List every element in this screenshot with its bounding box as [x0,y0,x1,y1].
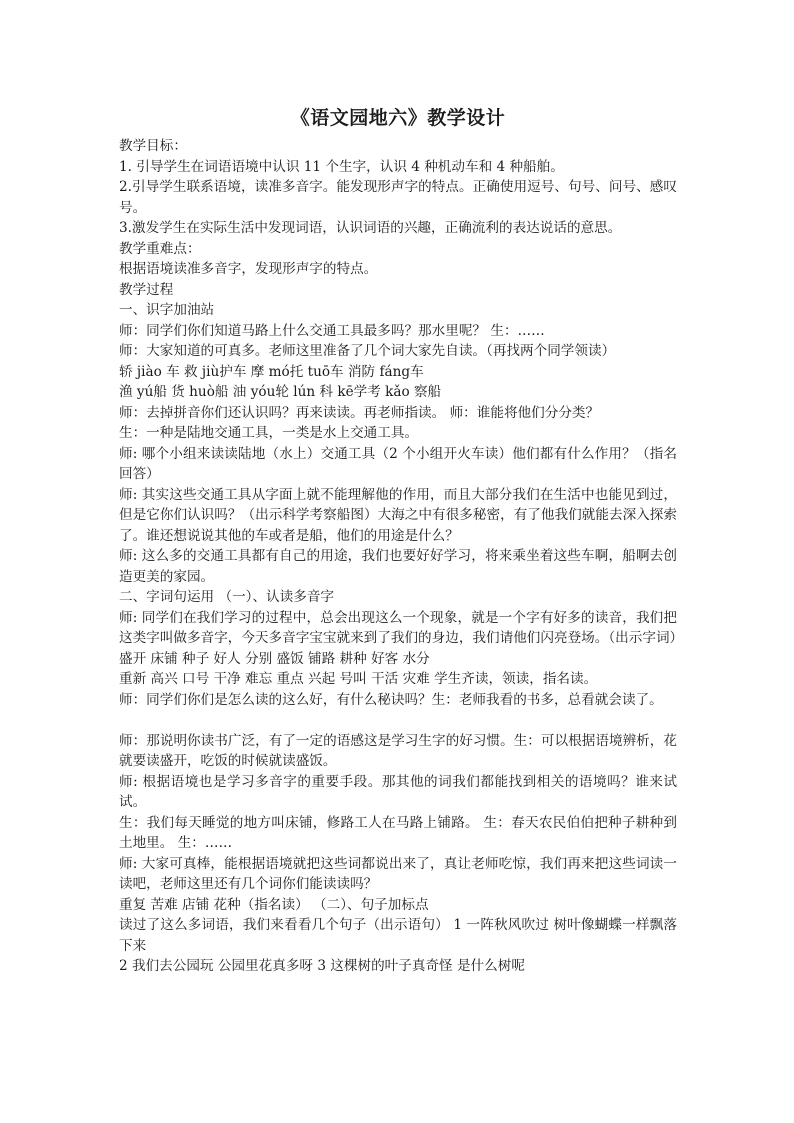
paragraph: 2 我们去公园玩 公园里花真多呀 3 这棵树的叶子真奇怪 是什么树呢 [119,958,525,974]
paragraph: 师：去掉拼音你们还认识吗？再来读读。再老师指读。 师：谁能将他们分分类？ [119,404,600,421]
paragraph: 师: 大家可真棒，能根据语境就把这些词都说出来了，真让老师吃惊，我们再来把这些词读一读吧，老师这里还有几个词你们能读读吗？ [119,855,677,892]
paragraph: 师: 其实这些交通工具从字面上就不能理解他的作用，而且大部分我们在生活中也能见到过，但是它你们认识吗？（出示科学考察船图）大海之中有很多秘密，有了他我们就能去深入探索了。谁还想说说其他的车或者是船，他们的用途是什么？ [119,486,677,544]
section-1-heading: 一、识字加油站 [119,302,215,318]
paragraph: 师：同学们你们是怎么读的这么好，有什么秘诀吗？生：老师我看的书多，总看就会读了。 [119,691,663,708]
vocabulary-line: 轿 jiào 车 救 jiù护车 摩 mó托 tuō车 消防 fáng车 [119,363,424,380]
paragraph: 读过了这么多词语，我们来看看几个句子（出示语句） 1 一阵秋风吹过 树叶像蝴蝶一样飘落下来 [119,917,677,954]
vocabulary-line: 重复 苦难 店铺 花种（指名读） （二）、句子加标点 [119,896,429,913]
vocabulary-line: 盛开 床铺 种子 好人 分别 盛饭 铺路 耕种 好客 水分 [119,650,430,667]
document-title: 《语文园地六》教学设计 [290,107,506,129]
objective-1: 1. 引导学生在词语语境中认识 11 个生字，认识 4 种机动车和 4 种船舶。 [119,158,564,175]
paragraph: 师: 根据语境也是学习多音字的重要手段。那其他的词我们都能找到相关的语境吗？谁来试试。 [119,773,677,810]
vocabulary-line: 重新 高兴 口号 干净 难忘 重点 兴起 号叫 干活 灾难 学生齐读，领读，指名读。 [119,671,598,687]
paragraph: 师: 这么多的交通工具都有自己的用途，我们也要好好学习，将来乘坐着这些车啊，船啊去创造更美的家园。 [119,548,677,585]
paragraph: 师：大家知道的可真多。老师这里准备了几个词大家先自读。（再找两个同学领读） [119,343,616,359]
paragraph: 生：我们每天睡觉的地方叫床铺，修路工人在马路上铺路。 生：春天农民伯伯把种子耕种到土地里。 生：…… [119,814,677,851]
paragraph: 生：一种是陆地交通工具，一类是水上交通工具。 [119,425,419,441]
vocabulary-line: 渔 yú船 货 huò船 油 yóu轮 lún 科 kē学考 kǎo 察船 [119,384,442,400]
paragraph: 师: 同学们在我们学习的过程中，总会出现这么一个现象，就是一个字有好多的读音，我们把这类字叫做多音字，今天多音字宝宝就来到了我们的身边，我们请他们闪亮登场。（出示字词） [119,609,684,646]
document-body [119,136,684,977]
key-points-text: 根据语境读准多音字，发现形声字的特点。 [119,261,378,277]
objective-3: 3.激发学生在实际生活中发现词语，认识词语的兴趣，正确流利的表达说话的意思。 [119,220,622,236]
paragraph: 师: 哪个小组来读读陆地（水上）交通工具（2 个小组开火车读）他们都有什么作用？（指名回答） [119,445,677,482]
paragraph: 师：同学们你们知道马路上什么交通工具最多吗？那水里呢？ 生：…… [119,322,545,339]
blank-line [119,710,677,731]
document-page [119,104,684,977]
key-points-heading: 教学重难点： [119,240,201,257]
paragraph: 师：那说明你读书广泛，有了一定的语感这是学习生字的好习惯。生：可以根据语境辨析，花就要读盛开，吃饭的时候就读盛饭。 [119,732,677,769]
section-2-heading: 二、字词句运用 （一）、认读多音字 [119,589,335,605]
objective-2: 2.引导学生联系语境，读准多音字。能发现形声字的特点。正确使用逗号、句号、问号、感叹号。 [119,179,677,216]
process-heading: 教学过程 [119,281,174,298]
objectives-heading: 教学目标： [119,138,187,154]
